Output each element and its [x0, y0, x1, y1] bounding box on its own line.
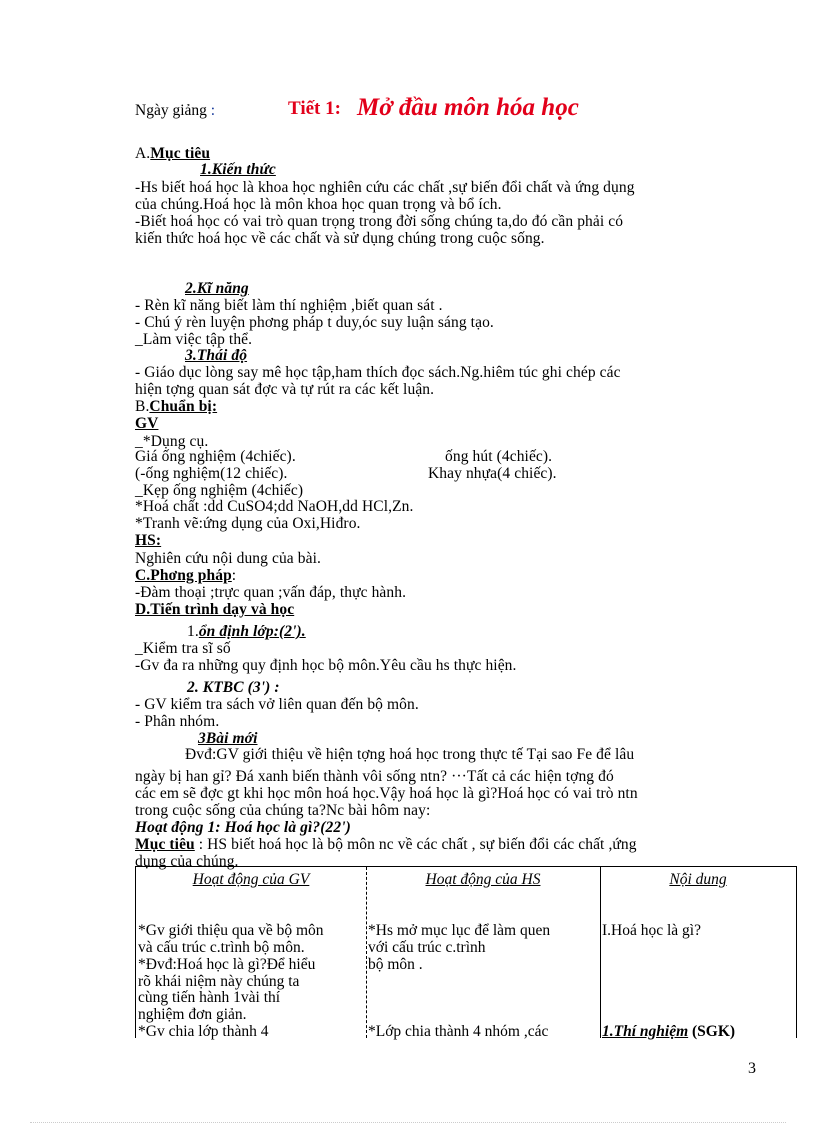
- step1-line: _Kiểm tra sĩ số: [135, 640, 231, 657]
- skills-heading: 2.Kĩ năng: [185, 280, 249, 297]
- gv-cell-line: *Đvđ:Hoá học là gì?Để hiểu: [138, 956, 316, 973]
- gv-line: _*Dụng cụ.: [135, 433, 209, 450]
- knowledge-line: kiến thức hoá học về các chất và sử dụng chúng trong cuộc sống.: [135, 230, 545, 247]
- gv-line-right: Khay nhựa(4 chiếc).: [428, 465, 557, 482]
- gv-line: (-ống nghiệm(12 chiếc).: [135, 465, 288, 482]
- hs-cell-line: *Lớp chia thành 4 nhóm ,các: [368, 1023, 549, 1040]
- skills-line: - Chú ý rèn luyện phơng pháp t duy,óc suy luận sáng tạo.: [135, 314, 494, 331]
- gv-line: *Hoá chất :dd CuSO4;dd NaOH,dd HCl,Zn.: [135, 498, 414, 515]
- attitude-heading: 3.Thái độ: [185, 347, 248, 364]
- activity-table: [135, 866, 797, 1038]
- lesson-number: Tiết 1:: [288, 98, 341, 119]
- gv-cell-line: rõ khái niệm này chúng ta: [138, 973, 300, 990]
- gv-line: Giá ống nghiệm (4chiếc).: [135, 448, 296, 465]
- step2-heading: 2. KTBC (3') :: [187, 679, 280, 696]
- gv-cell-line: nghiệm đơn giản.: [138, 1006, 247, 1023]
- knowledge-line: của chúng.Hoá học là môn khoa học quan trọng và bổ ích.: [135, 196, 502, 213]
- intro-line: Đvđ:GV giới thiệu về hiện tợng hoá học trong thực tế Tại sao Fe để lâu: [185, 746, 635, 763]
- section-c-heading: C.Phơng pháp:: [135, 567, 237, 584]
- step1-line: -Gv đa ra những quy định học bộ môn.Yêu cầu hs thực hiện.: [135, 657, 517, 674]
- knowledge-line: -Biết hoá học có vai trò quan trọng trong đời sống chúng ta,do đó cần phải có: [135, 213, 624, 230]
- content-column: [600, 867, 796, 1038]
- gv-cell-line: *Gv chia lớp thành 4: [138, 1023, 269, 1040]
- goal-line: Mục tiêu : HS biết hoá học là bộ môn nc về các chất , sự biến đổi các chất ,ứng: [135, 836, 637, 853]
- gv-cell-line: và cấu trúc c.trình bộ môn.: [138, 939, 305, 956]
- attitude-line: hiện tợng quan sát đợc và tự rút ra các kết luận.: [135, 381, 435, 398]
- step1-heading: 1.ổn định lớp:(2').: [187, 623, 306, 640]
- content-cell-line: I.Hoá học là gì?: [602, 922, 701, 939]
- gv-column-header: Hoạt động của GV: [192, 871, 310, 888]
- activity-title: Hoạt động 1: Hoá học là gì?(22'): [135, 819, 351, 836]
- section-b-heading: B.Chuẩn bị:: [135, 398, 218, 415]
- section-d-heading: D.Tiến trình dạy và học: [135, 601, 295, 618]
- skills-line: _Làm việc tập thể.: [135, 331, 253, 348]
- intro-line: trong cuộc sống của chúng ta?Nc bài hôm nay:: [135, 802, 431, 819]
- lesson-title: Mở đầu môn hóa học: [357, 94, 579, 121]
- knowledge-line: -Hs biết hoá học là khoa học nghiên cứu các chất ,sự biến đổi chất và ứng dụng: [135, 179, 635, 196]
- attitude-line: - Giáo dục lòng say mê học tập,ham thích đọc sách.Ng.hiêm túc ghi chép các: [135, 364, 621, 381]
- step2-line: - GV kiểm tra sách vở liên quan đến bộ môn.: [135, 696, 419, 713]
- page-number: 3: [748, 1060, 756, 1077]
- step2-line: - Phân nhóm.: [135, 713, 220, 730]
- content-cell-line: 1.Thí nghiệm (SGK): [602, 1023, 736, 1040]
- hs-cell-line: *Hs mở mục lục để làm quen: [368, 922, 551, 939]
- content-column-header: Nội dung: [669, 871, 727, 888]
- step3-heading: 3Bài mới: [198, 730, 258, 747]
- goal-line: dụng của chúng.: [135, 853, 239, 870]
- section-a-heading: A.Mục tiêu: [135, 145, 211, 162]
- skills-line: - Rèn kĩ năng biết làm thí nghiệm ,biết quan sát .: [135, 297, 443, 314]
- gv-cell-line: cùng tiến hành 1vài thí: [138, 989, 281, 1006]
- date-label: Ngày giảng :: [135, 102, 216, 119]
- gv-heading: GV: [135, 415, 159, 432]
- gv-cell-line: *Gv giới thiệu qua về bộ môn: [138, 922, 324, 939]
- gv-line: *Tranh vẽ:ứng dụng của Oxi,Hiđro.: [135, 515, 361, 532]
- gv-line-right: ống hút (4chiếc).: [445, 448, 553, 465]
- hs-line: Nghiên cứu nội dung của bài.: [135, 550, 321, 567]
- method-line: -Đàm thoại ;trực quan ;vấn đáp, thực hành.: [135, 584, 407, 601]
- intro-line: các em sẽ đợc gt khi học môn hoá học.Vậy hoá học là gì?Hoá học có vai trò ntn: [135, 785, 638, 802]
- hs-column-header: Hoạt động của HS: [425, 871, 541, 888]
- knowledge-heading: 1.Kiến thức: [200, 161, 276, 178]
- hs-heading: HS:: [135, 532, 162, 549]
- gv-column: [136, 867, 367, 1038]
- gv-line: _Kẹp ống nghiệm (4chiếc): [135, 482, 304, 499]
- hs-cell-line: bộ môn .: [368, 956, 423, 973]
- hs-column: [366, 867, 601, 1038]
- intro-line: ngày bị han gỉ? Đá xanh biến thành vôi sống ntn? ···Tất cả các hiện tợng đó: [135, 768, 614, 785]
- hs-cell-line: với cấu trúc c.trình: [368, 939, 486, 956]
